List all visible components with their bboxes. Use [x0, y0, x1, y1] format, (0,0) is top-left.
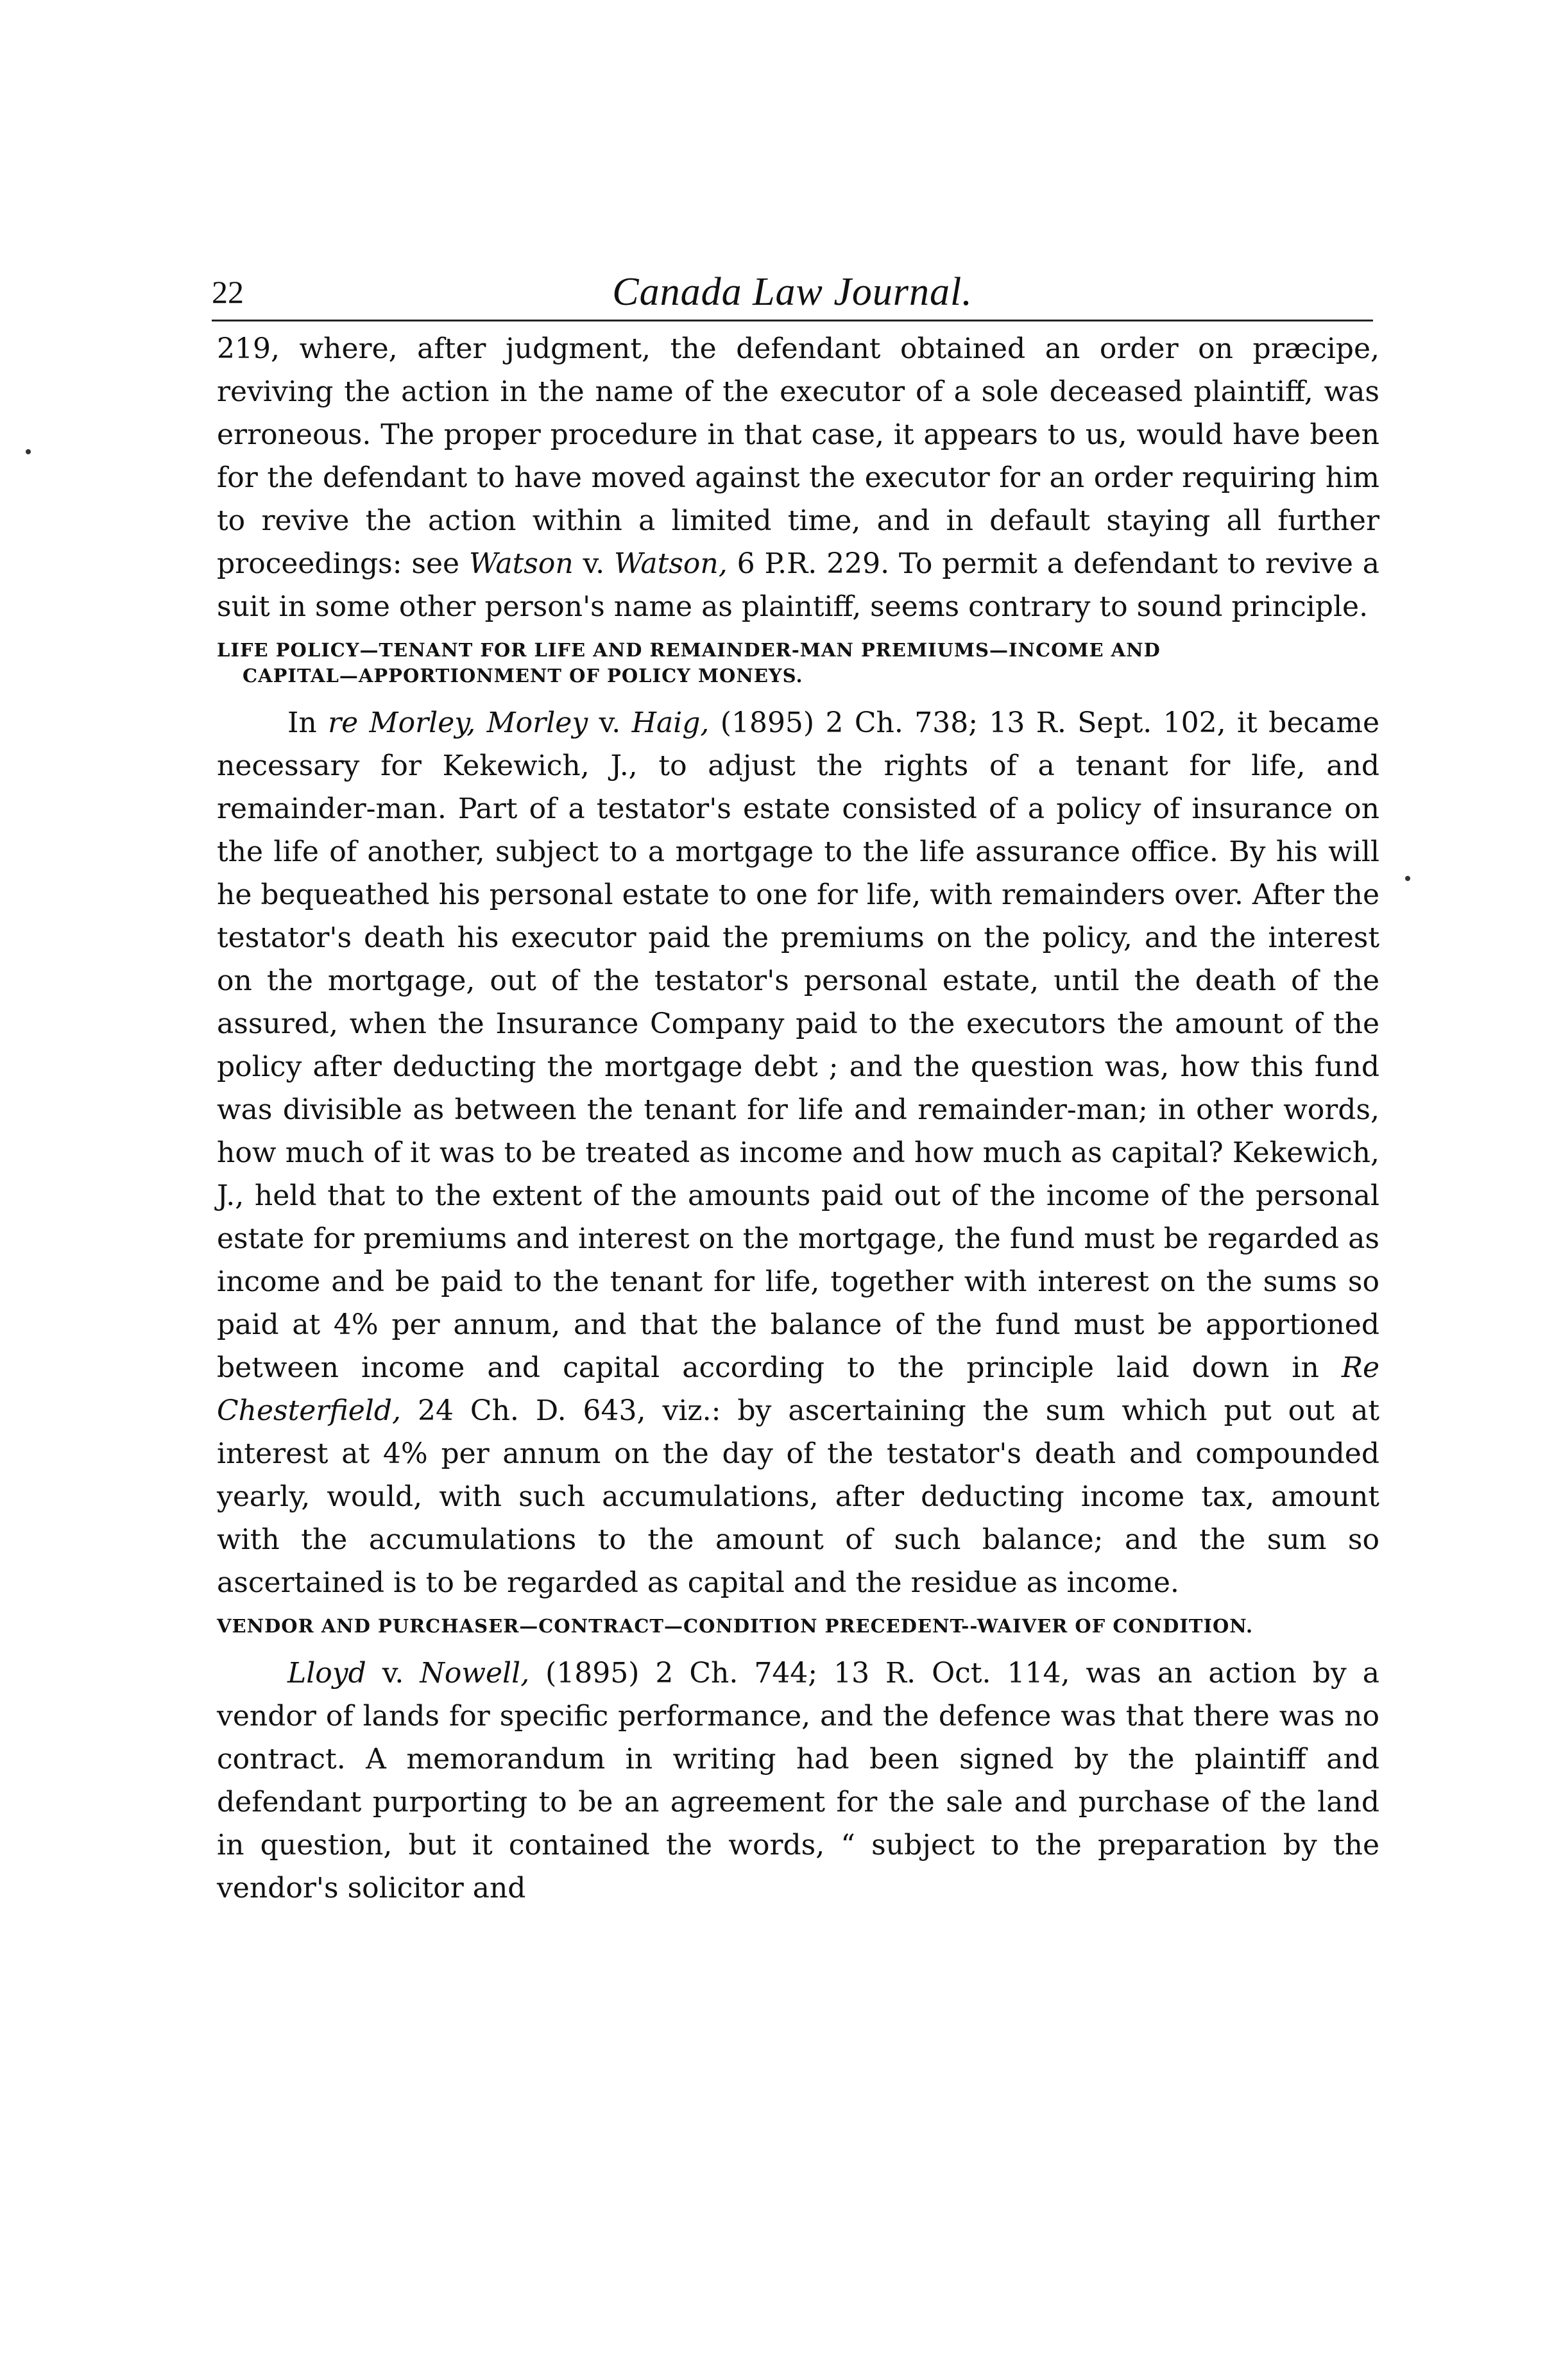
heading-line: CAPITAL—APPORTIONMENT OF POLICY MONEYS. [243, 665, 803, 687]
body-text [217, 327, 1379, 1910]
heading-line: VENDOR AND PURCHASER—CONTRACT—CONDITION PRECEDENT--WAIVER OF CONDITION. [217, 1615, 1254, 1637]
section-heading-vendor [217, 1613, 1379, 1639]
section-heading-life-policy [217, 637, 1379, 689]
case-name: Re Chesterfield, [217, 1351, 1379, 1427]
paragraph-text: (1895) 2 Ch. 738; 13 R. Sept. 102, it became necessary for Kekewich, J., to adjust the rights of a tenant for life, and remainder-man. Part of a testator's estate consisted of a policy of insurance on the life of another, subject to a mortgage to the life assurance office. By his will he bequeathed his personal estate to one for life, with remainders over. After the testator's death his executor paid the premiums on the policy, and the interest on the mortgage, out of the testator's personal estate, until the death of the assured, when the Insurance Company paid to the executors the amount of the policy after deducting the mortgage debt ; and the question was, how this fund was divisible as between the tenant for life and remainder-man; in other words, how much of it was to be treated as income and how much as capital? Kekewich, J., held that to the extent of the amounts paid out of the income of the personal estate for premiums and interest on the mortgage, the fund must be regarded as income and be paid to the tenant for life, together with interest on the sums so paid at 4% per annum, and that the balance of the fund must be apportioned between income and capital according to the principle laid down in [217, 706, 1379, 1384]
paragraph-text: In [287, 706, 329, 739]
paragraph-continuation [217, 327, 1379, 628]
case-name: re Morley, Morley [328, 706, 588, 739]
paragraph-text: (1895) 2 Ch. 744; 13 R. Oct. 114, was an action by a vendor of lands for specific performance, and the defence was that there was no contract. A memorandum in writing had been signed by the plaintiff and defendant purporting to be an agreement for the sale and purchase of the land in question, but it contained the words, “ subject to the preparation by the vendor's solicitor and [217, 1657, 1379, 1905]
paragraph-text: 24 Ch. D. 643, viz.: by ascertaining the sum which put out at interest at 4% per annum on the day of the testator's death and compounded yearly, would, with such accumulations, after deducting income tax, amount with the accumulations to the amount of such balance; and the sum so ascertained is to be regarded as capital and the residue as income. [217, 1394, 1379, 1599]
paragraph-morley [217, 701, 1379, 1604]
header-rule [212, 320, 1373, 321]
running-title: Canada Law Journal. [612, 270, 973, 314]
margin-mark [1405, 876, 1410, 881]
paragraph-text: 219, where, after judgment, the defendant obtained an order on præcipe, reviving the action in the name of the executor of a sole deceased plaintiff, was erroneous. The proper procedure in that case, it appears to us, would have been for the defendant to have moved against the executor for an order requiring him to revive the action within a limited time, and in default staying all further proceedings: see [217, 332, 1379, 580]
margin-mark [26, 449, 31, 454]
paragraph-text: 6 P.R. 229. To permit a defendant to revive a suit in some other person's name as plaintiff, seems contrary to sound principle. [217, 547, 1380, 623]
page-header [212, 270, 1373, 314]
paragraph-lloyd [217, 1652, 1379, 1910]
case-name: Nowell, [420, 1657, 530, 1690]
case-name: Watson [468, 547, 574, 580]
page-number: 22 [212, 274, 244, 310]
case-name: Lloyd [287, 1657, 366, 1690]
versus: v. [366, 1657, 420, 1690]
case-name: Watson, [614, 547, 728, 580]
versus: v. [573, 547, 615, 580]
heading-line: LIFE POLICY—TENANT FOR LIFE AND REMAINDER-MAN PREMIUMS—INCOME AND [217, 639, 1161, 661]
case-name: Haig, [631, 706, 710, 739]
versus: v. [588, 706, 632, 739]
